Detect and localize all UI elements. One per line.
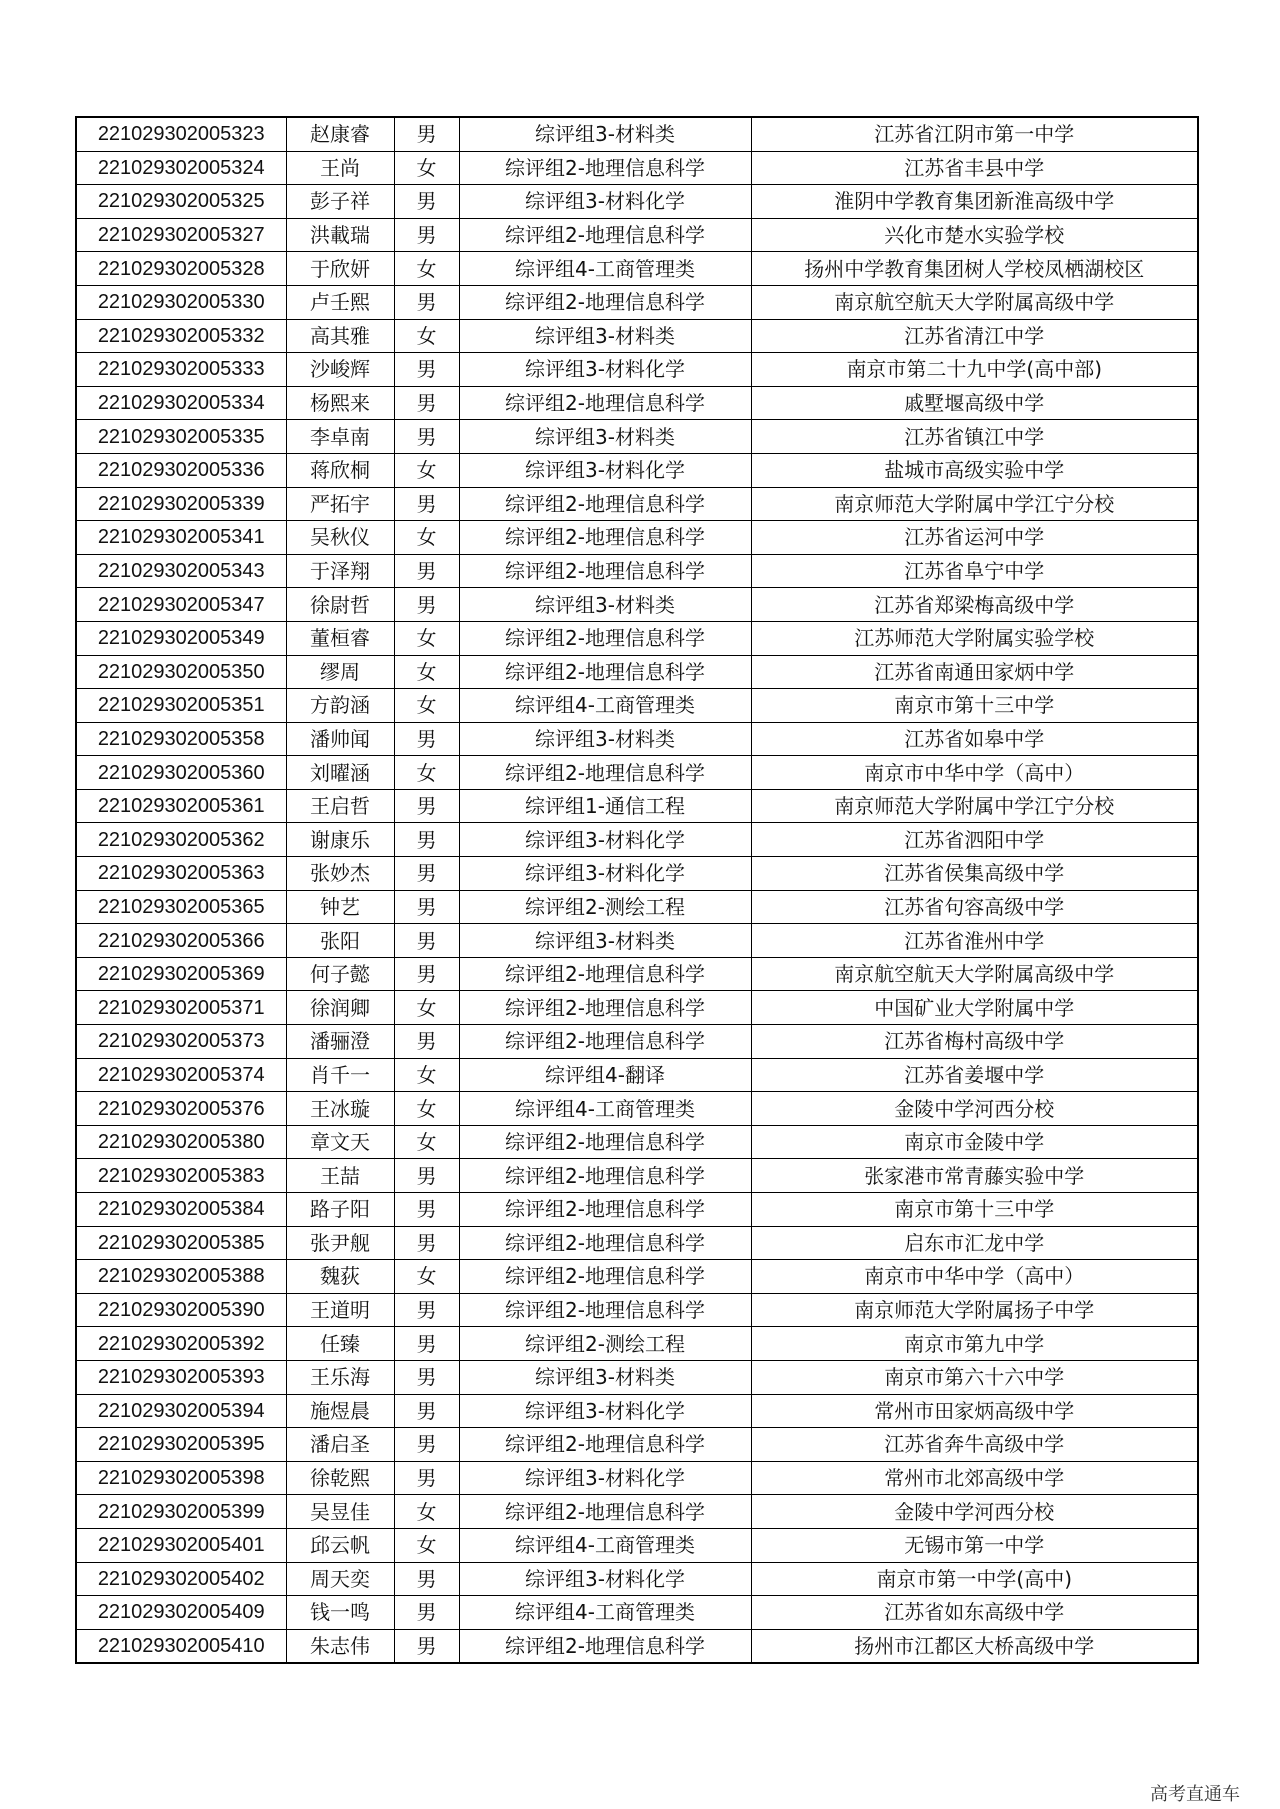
school-cell: 南京市第六十六中学: [751, 1360, 1198, 1394]
gender-cell: 男: [394, 924, 459, 958]
table-row: [76, 1159, 1198, 1193]
school-cell: 盐城市高级实验中学: [751, 453, 1198, 487]
name-cell: 王乐海: [286, 1360, 394, 1394]
table-row: [76, 1092, 1198, 1126]
gender-cell: 男: [394, 1394, 459, 1428]
gender-cell: 女: [394, 1092, 459, 1126]
table-row: [76, 420, 1198, 454]
name-cell: 张尹舰: [286, 1226, 394, 1260]
group-major-cell: 综评组2-地理信息科学: [459, 1293, 751, 1327]
watermark-text: 高考直通车: [1150, 1784, 1240, 1805]
table-row: [76, 1495, 1198, 1529]
roster-body: [76, 117, 1198, 1663]
name-cell: 谢康乐: [286, 823, 394, 857]
gender-cell: 女: [394, 151, 459, 185]
table-row: [76, 353, 1198, 387]
school-cell: 南京市中华中学（高中）: [751, 756, 1198, 790]
name-cell: 施煜晨: [286, 1394, 394, 1428]
school-cell: 江苏省如东高级中学: [751, 1596, 1198, 1630]
name-cell: 高其雅: [286, 319, 394, 353]
gender-cell: 男: [394, 117, 459, 151]
school-cell: 南京市金陵中学: [751, 1125, 1198, 1159]
gender-cell: 女: [394, 1495, 459, 1529]
table-row: [76, 487, 1198, 521]
table-row: [76, 1125, 1198, 1159]
group-major-cell: 综评组2-地理信息科学: [459, 1159, 751, 1193]
table-row: [76, 991, 1198, 1025]
candidate-id-cell: 221029302005394: [76, 1394, 286, 1428]
table-row: [76, 1428, 1198, 1462]
school-cell: 中国矿业大学附属中学: [751, 991, 1198, 1025]
name-cell: 方韵涵: [286, 689, 394, 723]
gender-cell: 女: [394, 1528, 459, 1562]
candidate-id-cell: 221029302005366: [76, 924, 286, 958]
school-cell: 江苏省姜堰中学: [751, 1058, 1198, 1092]
name-cell: 周天奕: [286, 1562, 394, 1596]
table-row: [76, 1260, 1198, 1294]
gender-cell: 女: [394, 1058, 459, 1092]
gender-cell: 女: [394, 991, 459, 1025]
gender-cell: 男: [394, 285, 459, 319]
school-cell: 江苏省南通田家炳中学: [751, 655, 1198, 689]
group-major-cell: 综评组2-地理信息科学: [459, 285, 751, 319]
school-cell: 南京市第十三中学: [751, 689, 1198, 723]
group-major-cell: 综评组2-地理信息科学: [459, 487, 751, 521]
gender-cell: 男: [394, 588, 459, 622]
table-row: [76, 1058, 1198, 1092]
gender-cell: 男: [394, 1461, 459, 1495]
school-cell: 兴化市楚水实验学校: [751, 218, 1198, 252]
candidate-id-cell: 221029302005330: [76, 285, 286, 319]
school-cell: 江苏师范大学附属实验学校: [751, 621, 1198, 655]
school-cell: 江苏省郑梁梅高级中学: [751, 588, 1198, 622]
candidate-id-cell: 221029302005363: [76, 857, 286, 891]
candidate-id-cell: 221029302005398: [76, 1461, 286, 1495]
table-row: [76, 621, 1198, 655]
name-cell: 徐润卿: [286, 991, 394, 1025]
group-major-cell: 综评组2-地理信息科学: [459, 554, 751, 588]
candidate-id-cell: 221029302005360: [76, 756, 286, 790]
school-cell: 南京市第二十九中学(高中部): [751, 353, 1198, 387]
school-cell: 南京师范大学附属扬子中学: [751, 1293, 1198, 1327]
name-cell: 董桓睿: [286, 621, 394, 655]
table-row: [76, 1293, 1198, 1327]
gender-cell: 男: [394, 1025, 459, 1059]
table-row: [76, 554, 1198, 588]
group-major-cell: 综评组3-材料类: [459, 117, 751, 151]
group-major-cell: 综评组4-工商管理类: [459, 689, 751, 723]
school-cell: 江苏省丰县中学: [751, 151, 1198, 185]
group-major-cell: 综评组2-地理信息科学: [459, 151, 751, 185]
school-cell: 扬州中学教育集团树人学校凤栖湖校区: [751, 252, 1198, 286]
table-row: [76, 1528, 1198, 1562]
group-major-cell: 综评组3-材料化学: [459, 185, 751, 219]
table-row: [76, 386, 1198, 420]
candidate-id-cell: 221029302005341: [76, 521, 286, 555]
candidate-id-cell: 221029302005402: [76, 1562, 286, 1596]
name-cell: 吴秋仪: [286, 521, 394, 555]
name-cell: 王道明: [286, 1293, 394, 1327]
school-cell: 金陵中学河西分校: [751, 1495, 1198, 1529]
candidate-id-cell: 221029302005325: [76, 185, 286, 219]
gender-cell: 男: [394, 957, 459, 991]
name-cell: 张妙杰: [286, 857, 394, 891]
candidate-id-cell: 221029302005395: [76, 1428, 286, 1462]
school-cell: 江苏省阜宁中学: [751, 554, 1198, 588]
school-cell: 南京市中华中学（高中）: [751, 1260, 1198, 1294]
group-major-cell: 综评组4-工商管理类: [459, 1528, 751, 1562]
name-cell: 徐尉哲: [286, 588, 394, 622]
name-cell: 沙峻辉: [286, 353, 394, 387]
name-cell: 于泽翔: [286, 554, 394, 588]
name-cell: 魏荻: [286, 1260, 394, 1294]
group-major-cell: 综评组2-地理信息科学: [459, 1260, 751, 1294]
group-major-cell: 综评组2-地理信息科学: [459, 386, 751, 420]
name-cell: 任臻: [286, 1327, 394, 1361]
table-row: [76, 789, 1198, 823]
school-cell: 张家港市常青藤实验中学: [751, 1159, 1198, 1193]
group-major-cell: 综评组4-翻译: [459, 1058, 751, 1092]
gender-cell: 男: [394, 1327, 459, 1361]
gender-cell: 男: [394, 789, 459, 823]
school-cell: 江苏省清江中学: [751, 319, 1198, 353]
school-cell: 江苏省淮州中学: [751, 924, 1198, 958]
group-major-cell: 综评组3-材料化学: [459, 453, 751, 487]
school-cell: 江苏省梅村高级中学: [751, 1025, 1198, 1059]
school-cell: 江苏省侯集高级中学: [751, 857, 1198, 891]
table-row: [76, 1394, 1198, 1428]
group-major-cell: 综评组3-材料类: [459, 420, 751, 454]
group-major-cell: 综评组3-材料化学: [459, 1394, 751, 1428]
table-row: [76, 890, 1198, 924]
group-major-cell: 综评组2-地理信息科学: [459, 756, 751, 790]
gender-cell: 男: [394, 1159, 459, 1193]
school-cell: 江苏省如皋中学: [751, 722, 1198, 756]
group-major-cell: 综评组2-地理信息科学: [459, 1428, 751, 1462]
table-row: [76, 1360, 1198, 1394]
school-cell: 扬州市江都区大桥高级中学: [751, 1629, 1198, 1663]
table-row: [76, 1596, 1198, 1630]
group-major-cell: 综评组2-地理信息科学: [459, 1193, 751, 1227]
table-row: [76, 655, 1198, 689]
group-major-cell: 综评组2-地理信息科学: [459, 957, 751, 991]
table-row: [76, 252, 1198, 286]
name-cell: 蒋欣桐: [286, 453, 394, 487]
school-cell: 江苏省江阴市第一中学: [751, 117, 1198, 151]
table-row: [76, 218, 1198, 252]
candidate-id-cell: 221029302005410: [76, 1629, 286, 1663]
school-cell: 南京师范大学附属中学江宁分校: [751, 789, 1198, 823]
gender-cell: 女: [394, 453, 459, 487]
group-major-cell: 综评组3-材料类: [459, 319, 751, 353]
group-major-cell: 综评组3-材料类: [459, 722, 751, 756]
candidate-id-cell: 221029302005362: [76, 823, 286, 857]
table-row: [76, 185, 1198, 219]
group-major-cell: 综评组4-工商管理类: [459, 252, 751, 286]
gender-cell: 男: [394, 1562, 459, 1596]
candidate-id-cell: 221029302005401: [76, 1528, 286, 1562]
name-cell: 缪周: [286, 655, 394, 689]
group-major-cell: 综评组3-材料化学: [459, 857, 751, 891]
table-row: [76, 1226, 1198, 1260]
candidate-id-cell: 221029302005393: [76, 1360, 286, 1394]
candidate-id-cell: 221029302005383: [76, 1159, 286, 1193]
group-major-cell: 综评组1-通信工程: [459, 789, 751, 823]
candidate-id-cell: 221029302005336: [76, 453, 286, 487]
candidate-id-cell: 221029302005371: [76, 991, 286, 1025]
candidate-id-cell: 221029302005327: [76, 218, 286, 252]
candidate-id-cell: 221029302005384: [76, 1193, 286, 1227]
name-cell: 肖千一: [286, 1058, 394, 1092]
table-row: [76, 319, 1198, 353]
candidate-id-cell: 221029302005369: [76, 957, 286, 991]
table-row: [76, 285, 1198, 319]
name-cell: 钟艺: [286, 890, 394, 924]
group-major-cell: 综评组2-测绘工程: [459, 1327, 751, 1361]
candidate-id-cell: 221029302005323: [76, 117, 286, 151]
name-cell: 李卓南: [286, 420, 394, 454]
name-cell: 邱云帆: [286, 1528, 394, 1562]
table-row: [76, 722, 1198, 756]
table-row: [76, 453, 1198, 487]
school-cell: 江苏省奔牛高级中学: [751, 1428, 1198, 1462]
gender-cell: 男: [394, 554, 459, 588]
name-cell: 刘曜涵: [286, 756, 394, 790]
candidate-id-cell: 221029302005349: [76, 621, 286, 655]
candidate-id-cell: 221029302005343: [76, 554, 286, 588]
school-cell: 常州市北郊高级中学: [751, 1461, 1198, 1495]
name-cell: 章文天: [286, 1125, 394, 1159]
candidate-id-cell: 221029302005328: [76, 252, 286, 286]
school-cell: 江苏省运河中学: [751, 521, 1198, 555]
group-major-cell: 综评组3-材料类: [459, 1360, 751, 1394]
gender-cell: 女: [394, 521, 459, 555]
school-cell: 南京市第九中学: [751, 1327, 1198, 1361]
name-cell: 王尚: [286, 151, 394, 185]
gender-cell: 男: [394, 218, 459, 252]
gender-cell: 女: [394, 689, 459, 723]
gender-cell: 男: [394, 1226, 459, 1260]
gender-cell: 男: [394, 386, 459, 420]
gender-cell: 男: [394, 420, 459, 454]
name-cell: 洪載瑞: [286, 218, 394, 252]
candidate-id-cell: 221029302005409: [76, 1596, 286, 1630]
table-row: [76, 1562, 1198, 1596]
school-cell: 江苏省句容高级中学: [751, 890, 1198, 924]
group-major-cell: 综评组4-工商管理类: [459, 1092, 751, 1126]
table-row: [76, 957, 1198, 991]
table-row: [76, 924, 1198, 958]
gender-cell: 男: [394, 857, 459, 891]
school-cell: 启东市汇龙中学: [751, 1226, 1198, 1260]
candidate-id-cell: 221029302005351: [76, 689, 286, 723]
gender-cell: 男: [394, 1193, 459, 1227]
school-cell: 常州市田家炳高级中学: [751, 1394, 1198, 1428]
group-major-cell: 综评组2-地理信息科学: [459, 1226, 751, 1260]
name-cell: 王喆: [286, 1159, 394, 1193]
group-major-cell: 综评组3-材料化学: [459, 1461, 751, 1495]
candidate-id-cell: 221029302005324: [76, 151, 286, 185]
group-major-cell: 综评组2-地理信息科学: [459, 1629, 751, 1663]
name-cell: 潘帅闻: [286, 722, 394, 756]
gender-cell: 男: [394, 1428, 459, 1462]
gender-cell: 男: [394, 185, 459, 219]
table-row: [76, 117, 1198, 151]
group-major-cell: 综评组3-材料化学: [459, 1562, 751, 1596]
gender-cell: 女: [394, 252, 459, 286]
candidate-id-cell: 221029302005390: [76, 1293, 286, 1327]
candidate-id-cell: 221029302005376: [76, 1092, 286, 1126]
group-major-cell: 综评组2-地理信息科学: [459, 1125, 751, 1159]
candidate-id-cell: 221029302005339: [76, 487, 286, 521]
name-cell: 杨熙来: [286, 386, 394, 420]
name-cell: 严拓宇: [286, 487, 394, 521]
name-cell: 何子懿: [286, 957, 394, 991]
group-major-cell: 综评组2-地理信息科学: [459, 655, 751, 689]
gender-cell: 女: [394, 621, 459, 655]
candidate-id-cell: 221029302005334: [76, 386, 286, 420]
group-major-cell: 综评组2-地理信息科学: [459, 621, 751, 655]
name-cell: 王冰璇: [286, 1092, 394, 1126]
candidate-id-cell: 221029302005347: [76, 588, 286, 622]
name-cell: 朱志伟: [286, 1629, 394, 1663]
name-cell: 彭子祥: [286, 185, 394, 219]
candidate-id-cell: 221029302005373: [76, 1025, 286, 1059]
gender-cell: 女: [394, 319, 459, 353]
school-cell: 戚墅堰高级中学: [751, 386, 1198, 420]
candidate-id-cell: 221029302005374: [76, 1058, 286, 1092]
group-major-cell: 综评组3-材料化学: [459, 823, 751, 857]
school-cell: 南京市第十三中学: [751, 1193, 1198, 1227]
candidate-id-cell: 221029302005365: [76, 890, 286, 924]
table-row: [76, 1193, 1198, 1227]
group-major-cell: 综评组2-测绘工程: [459, 890, 751, 924]
group-major-cell: 综评组3-材料类: [459, 924, 751, 958]
candidate-id-cell: 221029302005335: [76, 420, 286, 454]
gender-cell: 男: [394, 890, 459, 924]
candidate-id-cell: 221029302005380: [76, 1125, 286, 1159]
table-row: [76, 689, 1198, 723]
gender-cell: 男: [394, 1629, 459, 1663]
gender-cell: 男: [394, 353, 459, 387]
school-cell: 淮阴中学教育集团新淮高级中学: [751, 185, 1198, 219]
candidate-id-cell: 221029302005399: [76, 1495, 286, 1529]
table-row: [76, 588, 1198, 622]
table-row: [76, 1025, 1198, 1059]
school-cell: 南京市第一中学(高中): [751, 1562, 1198, 1596]
group-major-cell: 综评组2-地理信息科学: [459, 218, 751, 252]
school-cell: 南京航空航天大学附属高级中学: [751, 957, 1198, 991]
gender-cell: 女: [394, 655, 459, 689]
candidate-id-cell: 221029302005333: [76, 353, 286, 387]
school-cell: 江苏省镇江中学: [751, 420, 1198, 454]
school-cell: 南京航空航天大学附属高级中学: [751, 285, 1198, 319]
gender-cell: 女: [394, 1260, 459, 1294]
name-cell: 钱一鸣: [286, 1596, 394, 1630]
group-major-cell: 综评组2-地理信息科学: [459, 1025, 751, 1059]
gender-cell: 女: [394, 756, 459, 790]
group-major-cell: 综评组3-材料化学: [459, 353, 751, 387]
name-cell: 潘启圣: [286, 1428, 394, 1462]
school-cell: 无锡市第一中学: [751, 1528, 1198, 1562]
table-row: [76, 1461, 1198, 1495]
candidate-id-cell: 221029302005350: [76, 655, 286, 689]
gender-cell: 女: [394, 1125, 459, 1159]
gender-cell: 男: [394, 1360, 459, 1394]
gender-cell: 男: [394, 1596, 459, 1630]
gender-cell: 男: [394, 722, 459, 756]
group-major-cell: 综评组2-地理信息科学: [459, 991, 751, 1025]
group-major-cell: 综评组4-工商管理类: [459, 1596, 751, 1630]
table-row: [76, 1629, 1198, 1663]
group-major-cell: 综评组3-材料类: [459, 588, 751, 622]
candidate-id-cell: 221029302005358: [76, 722, 286, 756]
admission-roster-table: [75, 116, 1199, 1664]
name-cell: 路子阳: [286, 1193, 394, 1227]
candidate-id-cell: 221029302005388: [76, 1260, 286, 1294]
name-cell: 王启哲: [286, 789, 394, 823]
table-row: [76, 151, 1198, 185]
name-cell: 于欣妍: [286, 252, 394, 286]
table-row: [76, 1327, 1198, 1361]
gender-cell: 男: [394, 823, 459, 857]
table-row: [76, 756, 1198, 790]
candidate-id-cell: 221029302005385: [76, 1226, 286, 1260]
table-row: [76, 521, 1198, 555]
name-cell: 潘骊澄: [286, 1025, 394, 1059]
group-major-cell: 综评组2-地理信息科学: [459, 1495, 751, 1529]
school-cell: 江苏省泗阳中学: [751, 823, 1198, 857]
table-row: [76, 823, 1198, 857]
candidate-id-cell: 221029302005332: [76, 319, 286, 353]
school-cell: 南京师范大学附属中学江宁分校: [751, 487, 1198, 521]
gender-cell: 男: [394, 1293, 459, 1327]
name-cell: 吴昱佳: [286, 1495, 394, 1529]
table-row: [76, 857, 1198, 891]
group-major-cell: 综评组2-地理信息科学: [459, 521, 751, 555]
name-cell: 徐乾熙: [286, 1461, 394, 1495]
candidate-id-cell: 221029302005392: [76, 1327, 286, 1361]
name-cell: 赵康睿: [286, 117, 394, 151]
school-cell: 金陵中学河西分校: [751, 1092, 1198, 1126]
name-cell: 卢壬熙: [286, 285, 394, 319]
name-cell: 张阳: [286, 924, 394, 958]
candidate-id-cell: 221029302005361: [76, 789, 286, 823]
gender-cell: 男: [394, 487, 459, 521]
